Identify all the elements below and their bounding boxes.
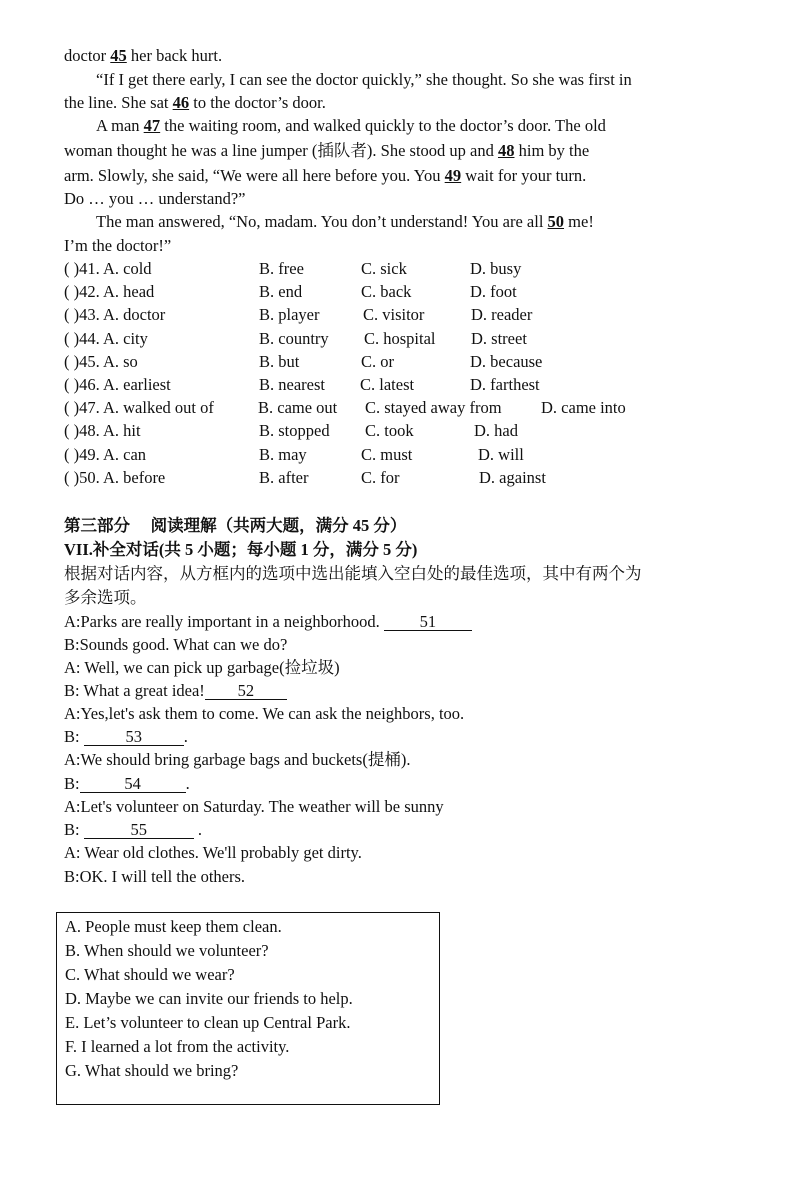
passage-line (64, 166, 586, 186)
option-a: ( )46. A. earliest (64, 375, 171, 394)
option-c: C. stayed away from (365, 398, 502, 417)
dialog-line (64, 727, 188, 747)
passage-line (96, 116, 606, 136)
passage-text: the line. She sat (64, 93, 173, 112)
blank-45: 45 (110, 46, 127, 65)
option-a: ( )44. A. city (64, 329, 148, 348)
blank-55: 55 (84, 821, 194, 839)
option-b: B. end (259, 282, 303, 301)
blank-48: 48 (497, 141, 515, 160)
option-row (64, 305, 724, 325)
option-a: ( )42. A. head (64, 282, 155, 301)
passage-text: arm. Slowly, she said, “We were all here before you. You (64, 166, 445, 185)
blank-50: 50 (547, 212, 565, 231)
option-row (64, 468, 724, 488)
passage-line (64, 189, 245, 209)
option-row (64, 445, 724, 465)
option-row (64, 375, 724, 395)
dialog-line (64, 681, 287, 701)
dialog-line: A: Wear old clothes. We'll probably get dirty. (64, 843, 362, 862)
option-d: D. reader (471, 305, 533, 324)
passage-text: The man answered, “No, madam. You don’t understand! You are all (96, 212, 548, 231)
option-b: B. came out (258, 398, 338, 417)
option-d: D. came into (541, 398, 626, 417)
choice-item: C. What should we wear? (65, 965, 235, 984)
passage-line (64, 236, 171, 256)
dialog-line: A:Yes,let's ask them to come. We can ask the neighbors, too. (64, 704, 465, 723)
part-title: 第三部分 阅读理解（共两大题，满分 45 分） (64, 516, 407, 535)
instructions: 多余选项。 (64, 588, 147, 607)
choice-item: D. Maybe we can invite our friends to help. (65, 989, 353, 1008)
blank-49: 49 (444, 166, 462, 185)
blank-54: 54 (80, 775, 186, 793)
option-c: C. back (361, 282, 412, 301)
dialog-text: B: (64, 774, 80, 793)
option-b: B. free (259, 259, 304, 278)
passage-line (96, 70, 632, 90)
option-b: B. but (259, 352, 300, 371)
option-c: C. hospital (364, 329, 436, 348)
dialog-line: A: Well, we can pick up garbage(捡垃圾) (64, 658, 340, 677)
option-d: D. foot (470, 282, 517, 301)
option-c: C. sick (361, 259, 407, 278)
dialog-line: A:We should bring garbage bags and buckets(提桶). (64, 750, 411, 769)
option-c: C. took (365, 421, 414, 440)
blank-51: 51 (384, 613, 472, 631)
passage-text: doctor (64, 46, 111, 65)
blank-46: 46 (172, 93, 190, 112)
choice-item: G. What should we bring? (65, 1061, 239, 1080)
option-d: D. had (474, 421, 518, 440)
passage-text: me! (564, 212, 594, 231)
dialog-text: . (193, 820, 202, 839)
section-title: VII.补全对话(共 5 小题；每小题 1 分，满分 5 分) (64, 540, 418, 559)
option-a: ( )47. A. walked out of (64, 398, 214, 417)
blank-53: 53 (84, 728, 184, 746)
choice-item: B. When should we volunteer? (65, 941, 269, 960)
choice-item: A. People must keep them clean. (65, 917, 282, 936)
option-c: C. visitor (363, 305, 425, 324)
option-d: D. will (478, 445, 524, 464)
dialog-line (64, 774, 190, 794)
dialog-text: . (183, 727, 188, 746)
option-a: ( )49. A. can (64, 445, 147, 464)
option-b: B. player (259, 305, 320, 324)
option-d: D. because (470, 352, 543, 371)
option-a: ( )43. A. doctor (64, 305, 166, 324)
blank-47: 47 (143, 116, 161, 135)
option-b: B. after (259, 468, 309, 487)
passage-line (96, 212, 594, 232)
dialog-line (64, 612, 472, 632)
choices-box (56, 912, 440, 1105)
dialog-text: B: (64, 820, 84, 839)
dialog-line: B:Sounds good. What can we do? (64, 635, 288, 654)
option-b: B. stopped (259, 421, 330, 440)
option-d: D. busy (470, 259, 522, 278)
option-row (64, 398, 724, 418)
dialog-text: B: (64, 727, 84, 746)
passage-text: Do … you … understand?” (64, 189, 246, 208)
option-c: C. must (361, 445, 413, 464)
option-row (64, 329, 724, 349)
passage-text: wait for your turn. (461, 166, 587, 185)
passage-line (64, 93, 326, 113)
choice-item: F. I learned a lot from the activity. (65, 1037, 290, 1056)
blank-52: 52 (205, 682, 287, 700)
passage-line (64, 141, 589, 161)
passage-text: A man (96, 116, 144, 135)
option-c: C. for (361, 468, 400, 487)
passage-text: to the doctor’s door. (189, 93, 326, 112)
option-row (64, 259, 724, 279)
dialog-line: A:Let's volunteer on Saturday. The weather will be sunny (64, 797, 444, 816)
option-a: ( )50. A. before (64, 468, 166, 487)
option-b: B. may (259, 445, 307, 464)
instructions: 根据对话内容，从方框内的选项中选出能填入空白处的最佳选项，其中有两个为 (64, 564, 642, 583)
option-row (64, 421, 724, 441)
option-row (64, 352, 724, 372)
option-c: C. latest (360, 375, 415, 394)
passage-line (64, 46, 222, 66)
passage-text: “If I get there early, I can see the doctor quickly,” she thought. So she was first in (96, 70, 632, 89)
choice-item: E. Let’s volunteer to clean up Central Park. (65, 1013, 351, 1032)
dialog-text: A:Parks are really important in a neighborhood. (64, 612, 384, 631)
passage-text: her back hurt. (126, 46, 223, 65)
passage-text: him by the (514, 141, 590, 160)
option-b: B. nearest (259, 375, 325, 394)
passage-text: the waiting room, and walked quickly to the doctor’s door. The old (160, 116, 606, 135)
option-d: D. farthest (470, 375, 540, 394)
dialog-text: B: What a great idea! (64, 681, 205, 700)
passage-text: I’m the doctor!” (64, 236, 172, 255)
passage-text: woman thought he was a line jumper (插队者). She stood up and (64, 141, 498, 160)
option-d: D. street (471, 329, 527, 348)
option-b: B. country (259, 329, 329, 348)
dialog-text: . (185, 774, 190, 793)
option-d: D. against (479, 468, 546, 487)
dialog-line: B:OK. I will tell the others. (64, 867, 246, 886)
option-a: ( )45. A. so (64, 352, 138, 371)
option-a: ( )48. A. hit (64, 421, 141, 440)
option-row (64, 282, 724, 302)
option-a: ( )41. A. cold (64, 259, 152, 278)
dialog-line (64, 820, 202, 840)
option-c: C. or (361, 352, 394, 371)
